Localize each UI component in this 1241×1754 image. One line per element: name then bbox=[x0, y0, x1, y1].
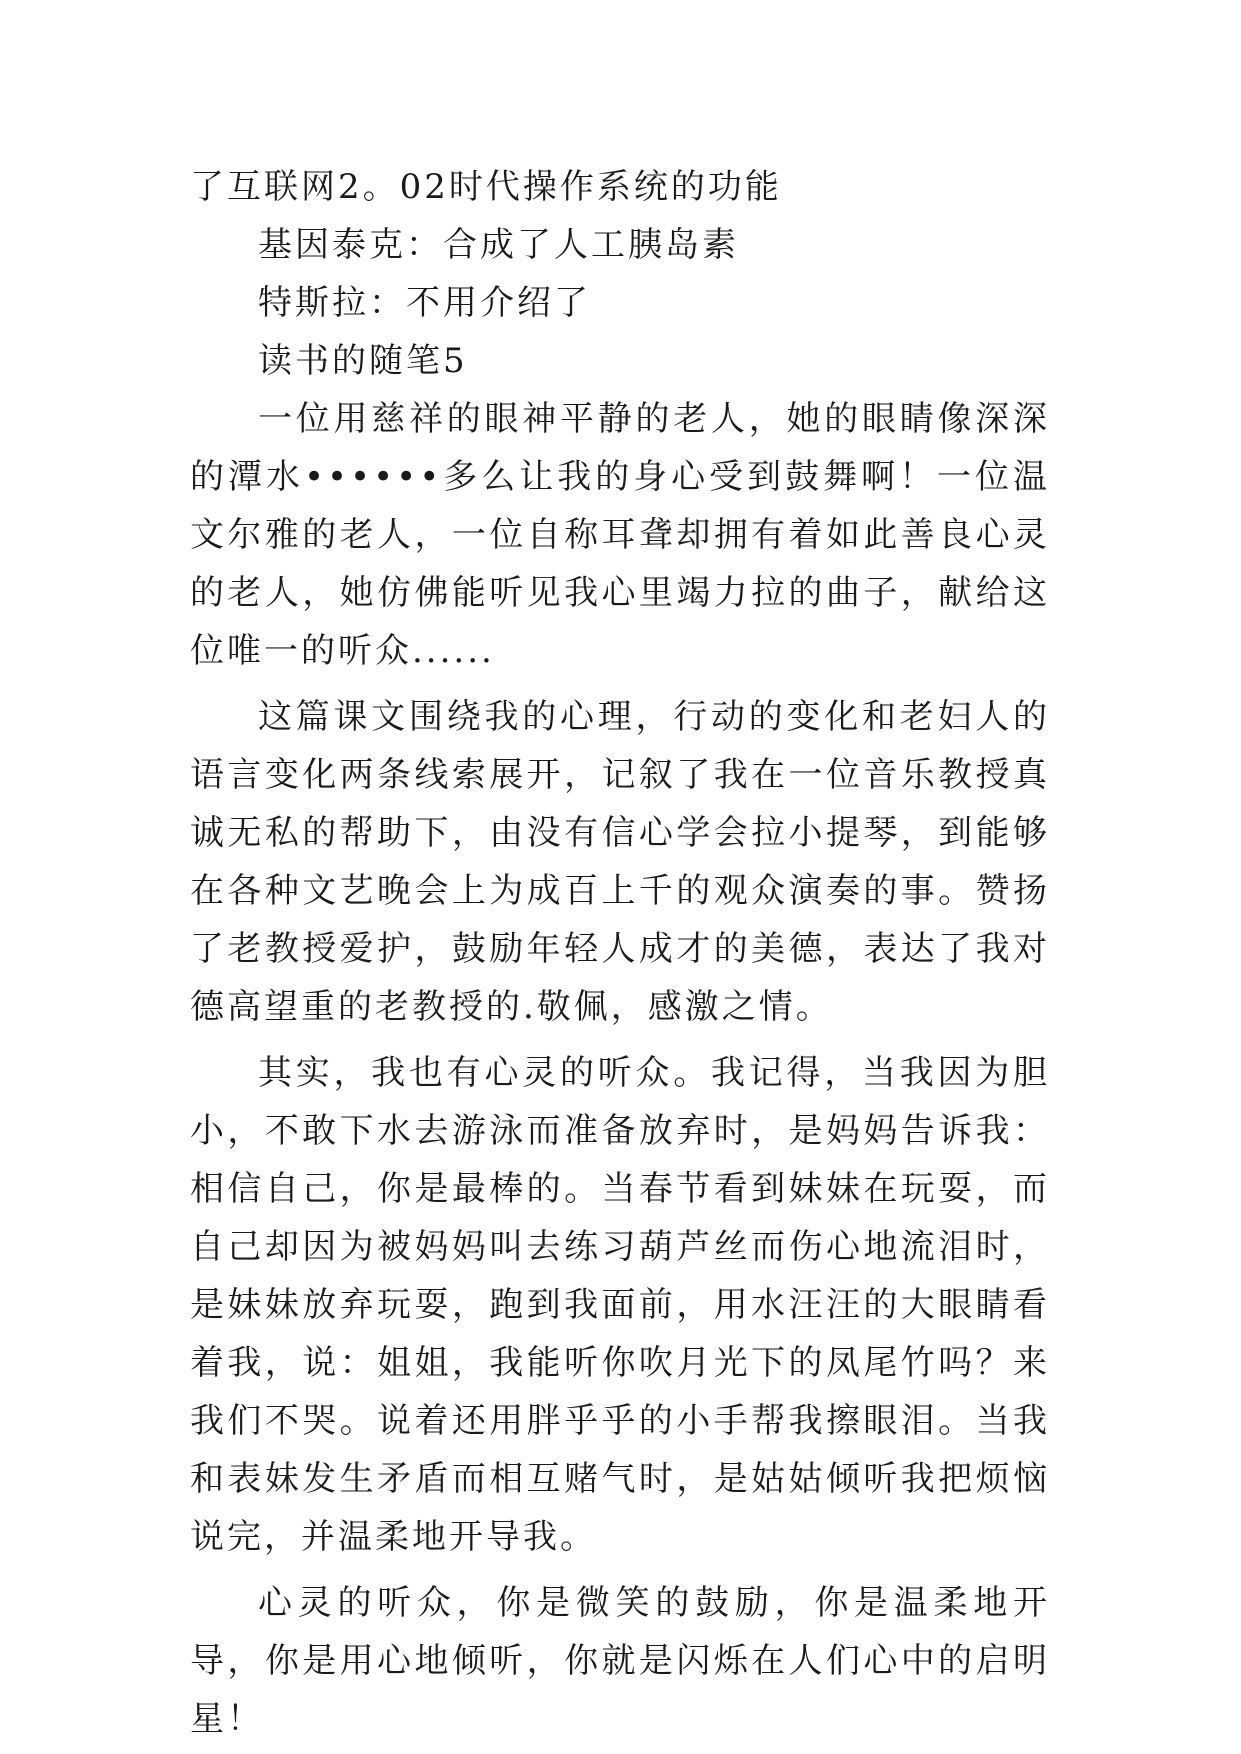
paragraph-1: 一位用慈祥的眼神平静的老人，她的眼睛像深深的潭水••••••多么让我的身心受到鼓舞啊！一位温文尔雅的老人，一位自称耳聋却拥有着如此善良心灵的老人，她仿佛能听见我心里竭力拉的曲子，献给这位唯一的听众...... bbox=[190, 399, 1050, 671]
paragraph-2: 这篇课文围绕我的心理，行动的变化和老妇人的语言变化两条线索展开，记叙了我在一位音乐教授真诚无私的帮助下，由没有信心学会拉小提琴，到能够在各种文艺晚会上为成百上千的观众演奏的事。赞扬了老教授爱护，鼓励年轻人成才的美德，表达了我对德高望重的老教授的.敬佩，感激之情。 bbox=[190, 697, 1050, 1027]
document-body bbox=[190, 158, 1050, 1748]
text-line-continuation: 了互联网2。02时代操作系统的功能 bbox=[190, 167, 782, 207]
paragraph-4: 心灵的听众，你是微笑的鼓励，你是温柔地开导，你是用心地倾听，你就是闪烁在人们心中的启明星！ bbox=[190, 1583, 1050, 1739]
section-heading: 读书的随笔5 bbox=[258, 341, 468, 381]
text-line-genentech: 基因泰克：合成了人工胰岛素 bbox=[258, 225, 739, 265]
paragraph-3: 其实，我也有心灵的听众。我记得，当我因为胆小，不敢下水去游泳而准备放弃时，是妈妈告诉我：相信自己，你是最棒的。当春节看到妹妹在玩耍，而自己却因为被妈妈叫去练习葫芦丝而伤心地流泪时，是妹妹放弃玩耍，跑到我面前，用水汪汪的大眼睛看着我，说：姐姐，我能听你吹月光下的凤尾竹吗？来我们不哭。说着还用胖乎乎的小手帮我擦眼泪。当我和表妹发生矛盾而相互赌气时，是姑姑倾听我把烦恼说完，并温柔地开导我。 bbox=[190, 1053, 1050, 1557]
text-line-tesla: 特斯拉：不用介绍了 bbox=[258, 283, 591, 323]
